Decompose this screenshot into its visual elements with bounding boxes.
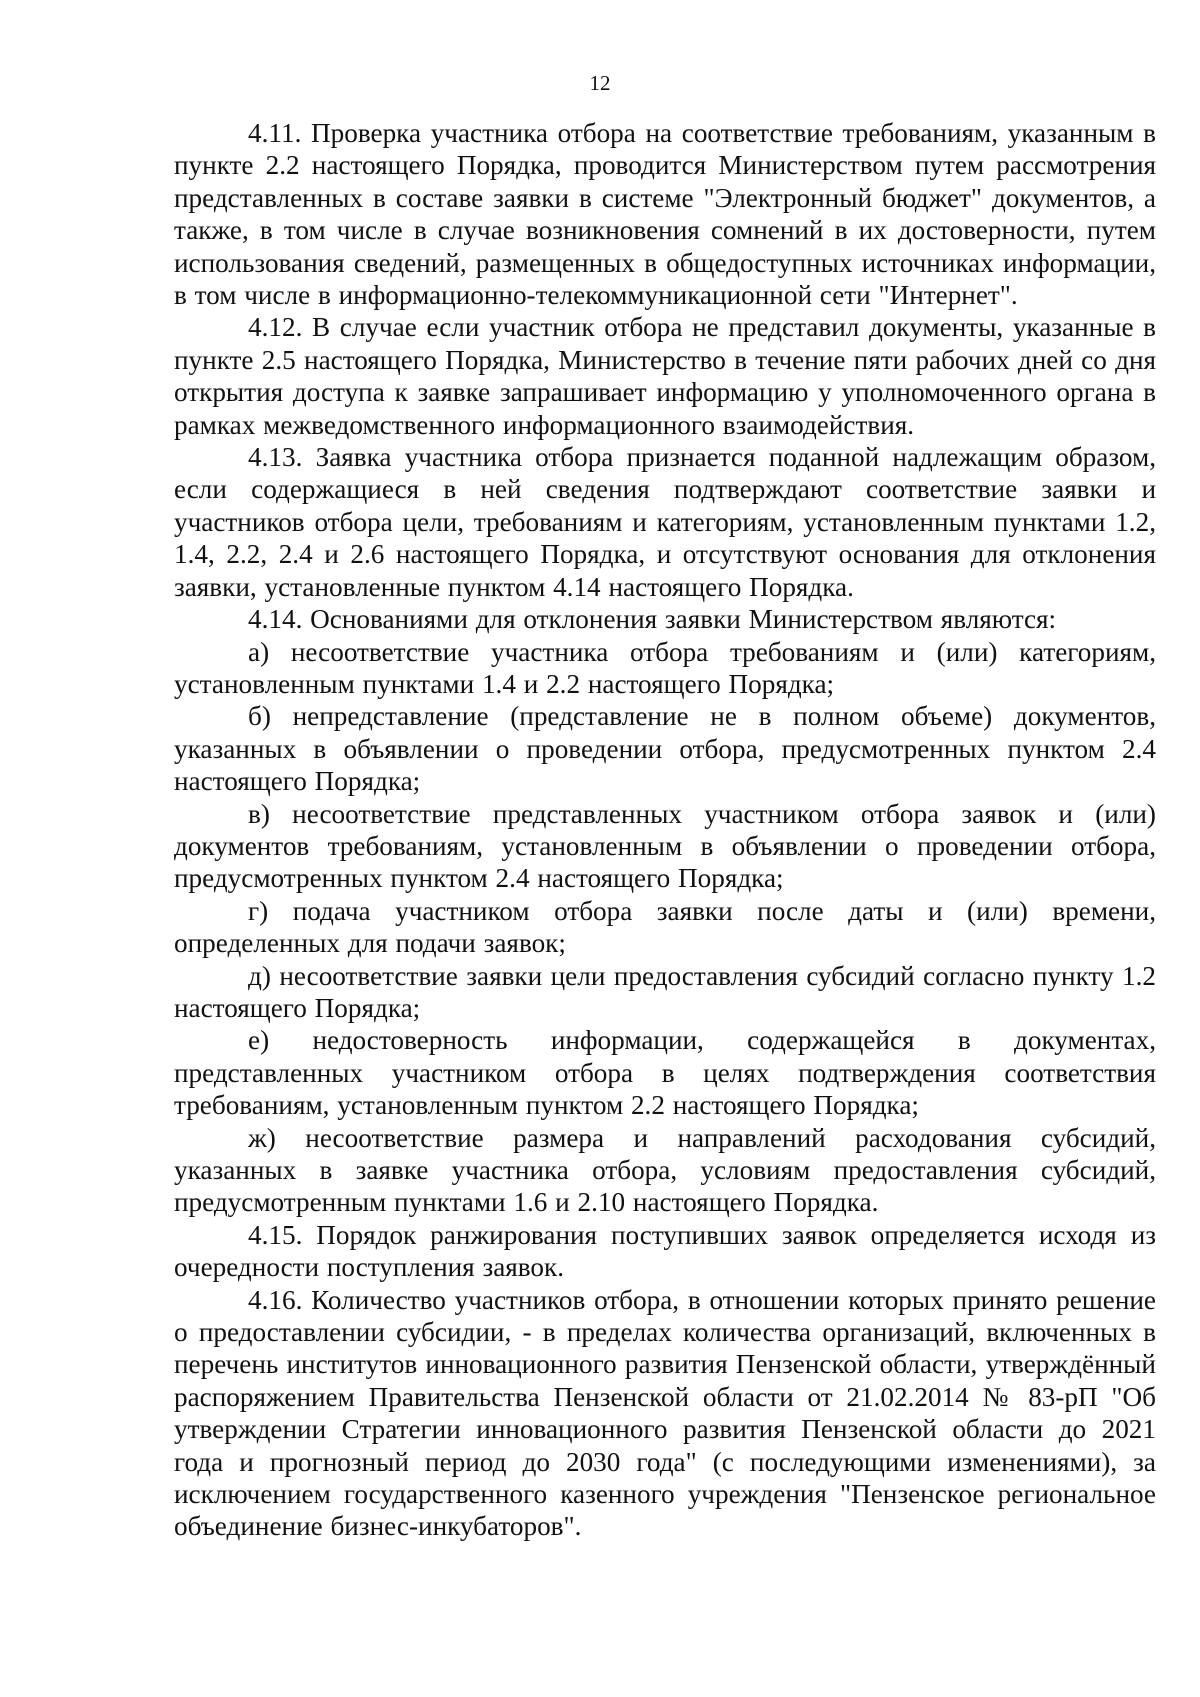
- list-item-b: б) непредставление (представление не в полном объеме) документов, указанных в объявлении о проведении отбора, предусмотренных пунктом 2.4 настоящего Порядка;: [174, 701, 1156, 797]
- paragraph-4-13: 4.13. Заявка участника отбора признается поданной надлежащим образом, если содержащиеся в ней сведения подтверждают соответствие заявки и участников отбора цели, требованиям и категориям, установленным пунктами 1.2, 1.4, 2.2, 2.4 и 2.6 настоящего Порядка, и отсутствуют основания для отклонения заявки, установленные пунктом 4.14 настоящего Порядка.: [174, 442, 1156, 602]
- list-item-a: а) несоответствие участника отбора требованиям и (или) категориям, установленным пунктами 1.4 и 2.2 настоящего Порядка;: [174, 636, 1156, 699]
- paragraph-4-16: 4.16. Количество участников отбора, в отношении которых принято решение о предоставлении субсидии, - в пределах количества организаций, включенных в перечень институтов инновационного развития Пензенской области, утверждённый распоряжением Правительства Пензенской области от 21.02.2014 № 83-рП "Об утверждении Стратегии инновационного развития Пензенской области до 2021 года и прогнозный период до 2030 года" (с последующими изменениями), за исключением государственного казенного учреждения "Пензенское региональное объединение бизнес-инкубаторов".: [174, 1284, 1156, 1542]
- paragraph-4-15: 4.15. Порядок ранжирования поступивших заявок определяется исходя из очередности поступления заявок.: [174, 1219, 1156, 1283]
- list-item-g: г) подача участником отбора заявки после даты и (или) времени, определенных для подачи заявок;: [174, 895, 1156, 959]
- document-body: [174, 117, 1156, 1543]
- paragraph-4-11: 4.11. Проверка участника отбора на соответствие требованиям, указанным в пункте 2.2 настоящего Порядка, проводится Министерством путем рассмотрения представленных в составе заявки в системе "Электронный бюджет" документов, а также, в том числе в случае возникновения сомнений в их достоверности, путем использования сведений, размещенных в общедоступных источниках информации, в том числе в информационно-телекоммуникационной сети "Интернет".: [174, 118, 1156, 311]
- list-item-d: д) несоответствие заявки цели предоставления субсидий согласно пункту 1.2 настоящего Порядка;: [174, 960, 1156, 1023]
- list-item-v: в) несоответствие представленных участником отбора заявок и (или) документов требованиям, установленным в объявлении о проведении отбора, предусмотренных пунктом 2.4 настоящего Порядка;: [174, 798, 1156, 894]
- paragraph-4-12: 4.12. В случае если участник отбора не представил документы, указанные в пункте 2.5 настоящего Порядка, Министерство в течение пяти рабочих дней со дня открытия доступа к заявке запрашивает информацию у уполномоченного органа в рамках межведомственного информационного взаимодействия.: [174, 312, 1156, 440]
- list-item-zh: ж) несоответствие размера и направлений расходования субсидий, указанных в заявке участника отбора, условиям предоставления субсидий, предусмотренным пунктами 1.6 и 2.10 настоящего Порядка.: [174, 1122, 1156, 1218]
- list-item-e: е) недостоверность информации, содержащейся в документах, представленных участником отбора в целях подтверждения соответствия требованиям, установленным пунктом 2.2 настоящего Порядка;: [174, 1025, 1156, 1121]
- paragraph-4-14: 4.14. Основаниями для отклонения заявки Министерством являются:: [248, 604, 1057, 635]
- page-number: 12: [589, 71, 611, 95]
